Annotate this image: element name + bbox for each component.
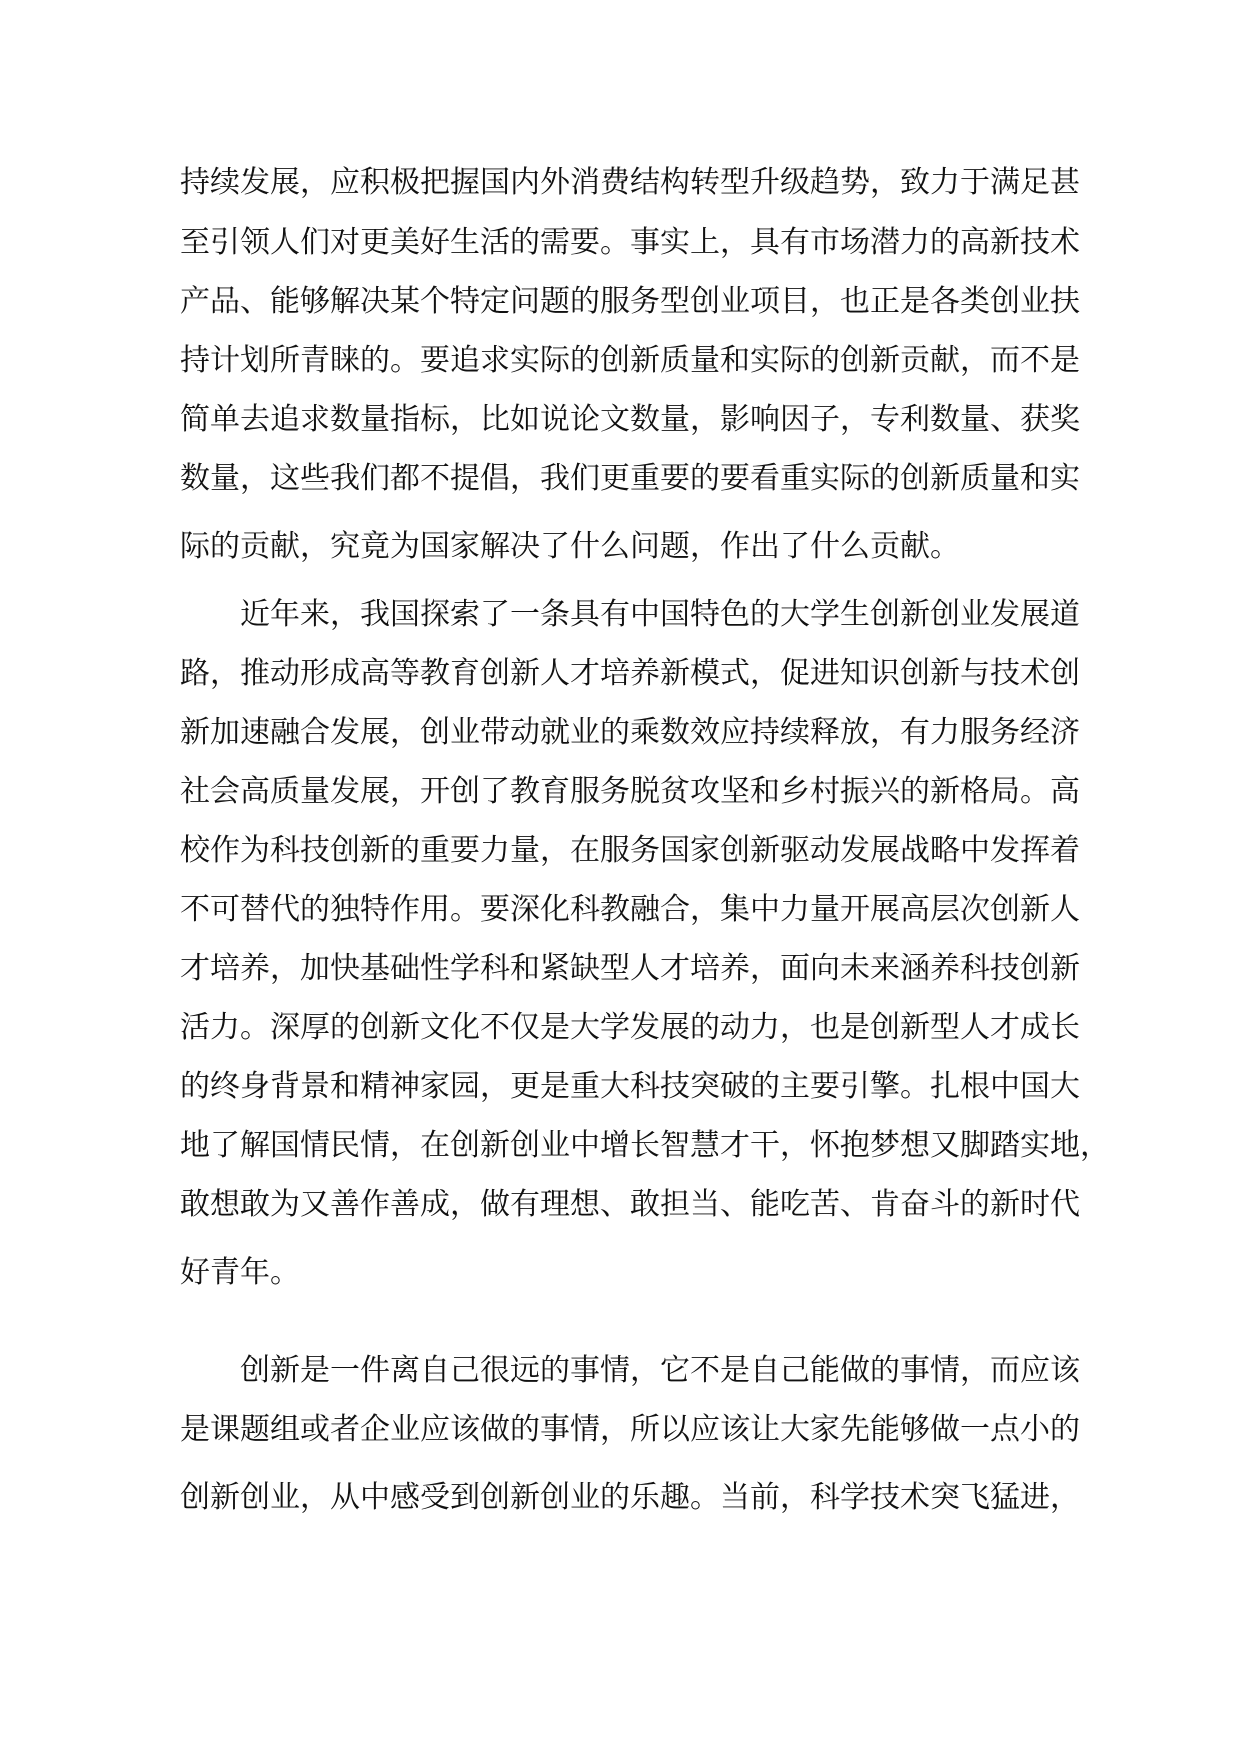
text-line: 创新是一件离自己很远的事情，它不是自己能做的事情，而应该 bbox=[240, 1353, 1080, 1388]
text-line: 简单去追求数量指标，比如说论文数量，影响因子，专利数量、获奖 bbox=[180, 402, 1080, 437]
text-line: 数量，这些我们都不提倡，我们更重要的要看重实际的创新质量和实 bbox=[180, 461, 1080, 496]
text-line: 际的贡献，究竟为国家解决了什么问题，作出了什么贡献。 bbox=[180, 529, 960, 564]
text-line: 持续发展，应积极把握国内外消费结构转型升级趋势，致力于满足甚 bbox=[180, 165, 1080, 200]
text-line: 校作为科技创新的重要力量，在服务国家创新驱动发展战略中发挥着 bbox=[180, 833, 1080, 868]
text-line: 的终身背景和精神家园，更是重大科技突破的主要引擎。扎根中国大 bbox=[180, 1069, 1080, 1104]
text-line: 近年来，我国探索了一条具有中国特色的大学生创新创业发展道 bbox=[240, 597, 1080, 632]
text-line: 社会高质量发展，开创了教育服务脱贫攻坚和乡村振兴的新格局。高 bbox=[180, 774, 1080, 809]
text-line: 敢想敢为又善作善成，做有理想、敢担当、能吃苦、肯奋斗的新时代 bbox=[180, 1187, 1080, 1222]
text-line: 不可替代的独特作用。要深化科教融合，集中力量开展高层次创新人 bbox=[180, 892, 1080, 927]
text-line: 才培养，加快基础性学科和紧缺型人才培养，面向未来涵养科技创新 bbox=[180, 951, 1080, 986]
text-line: 产品、能够解决某个特定问题的服务型创业项目，也正是各类创业扶 bbox=[180, 284, 1080, 319]
text-line: 好青年。 bbox=[180, 1255, 300, 1290]
text-line: 新加速融合发展，创业带动就业的乘数效应持续释放，有力服务经济 bbox=[180, 715, 1080, 750]
text-line: 创新创业，从中感受到创新创业的乐趣。当前，科学技术突飞猛进， bbox=[180, 1480, 1080, 1515]
text-line: 持计划所青睐的。要追求实际的创新质量和实际的创新贡献，而不是 bbox=[180, 343, 1080, 378]
text-line: 至引领人们对更美好生活的需要。事实上，具有市场潜力的高新技术 bbox=[180, 225, 1080, 260]
text-line: 路，推动形成高等教育创新人才培养新模式，促进知识创新与技术创 bbox=[180, 656, 1080, 691]
text-line: 活力。深厚的创新文化不仅是大学发展的动力，也是创新型人才成长 bbox=[180, 1010, 1080, 1045]
text-line: 地了解国情民情，在创新创业中增长智慧才干，怀抱梦想又脚踏实地， bbox=[180, 1128, 1110, 1163]
text-line: 是课题组或者企业应该做的事情，所以应该让大家先能够做一点小的 bbox=[180, 1412, 1080, 1447]
